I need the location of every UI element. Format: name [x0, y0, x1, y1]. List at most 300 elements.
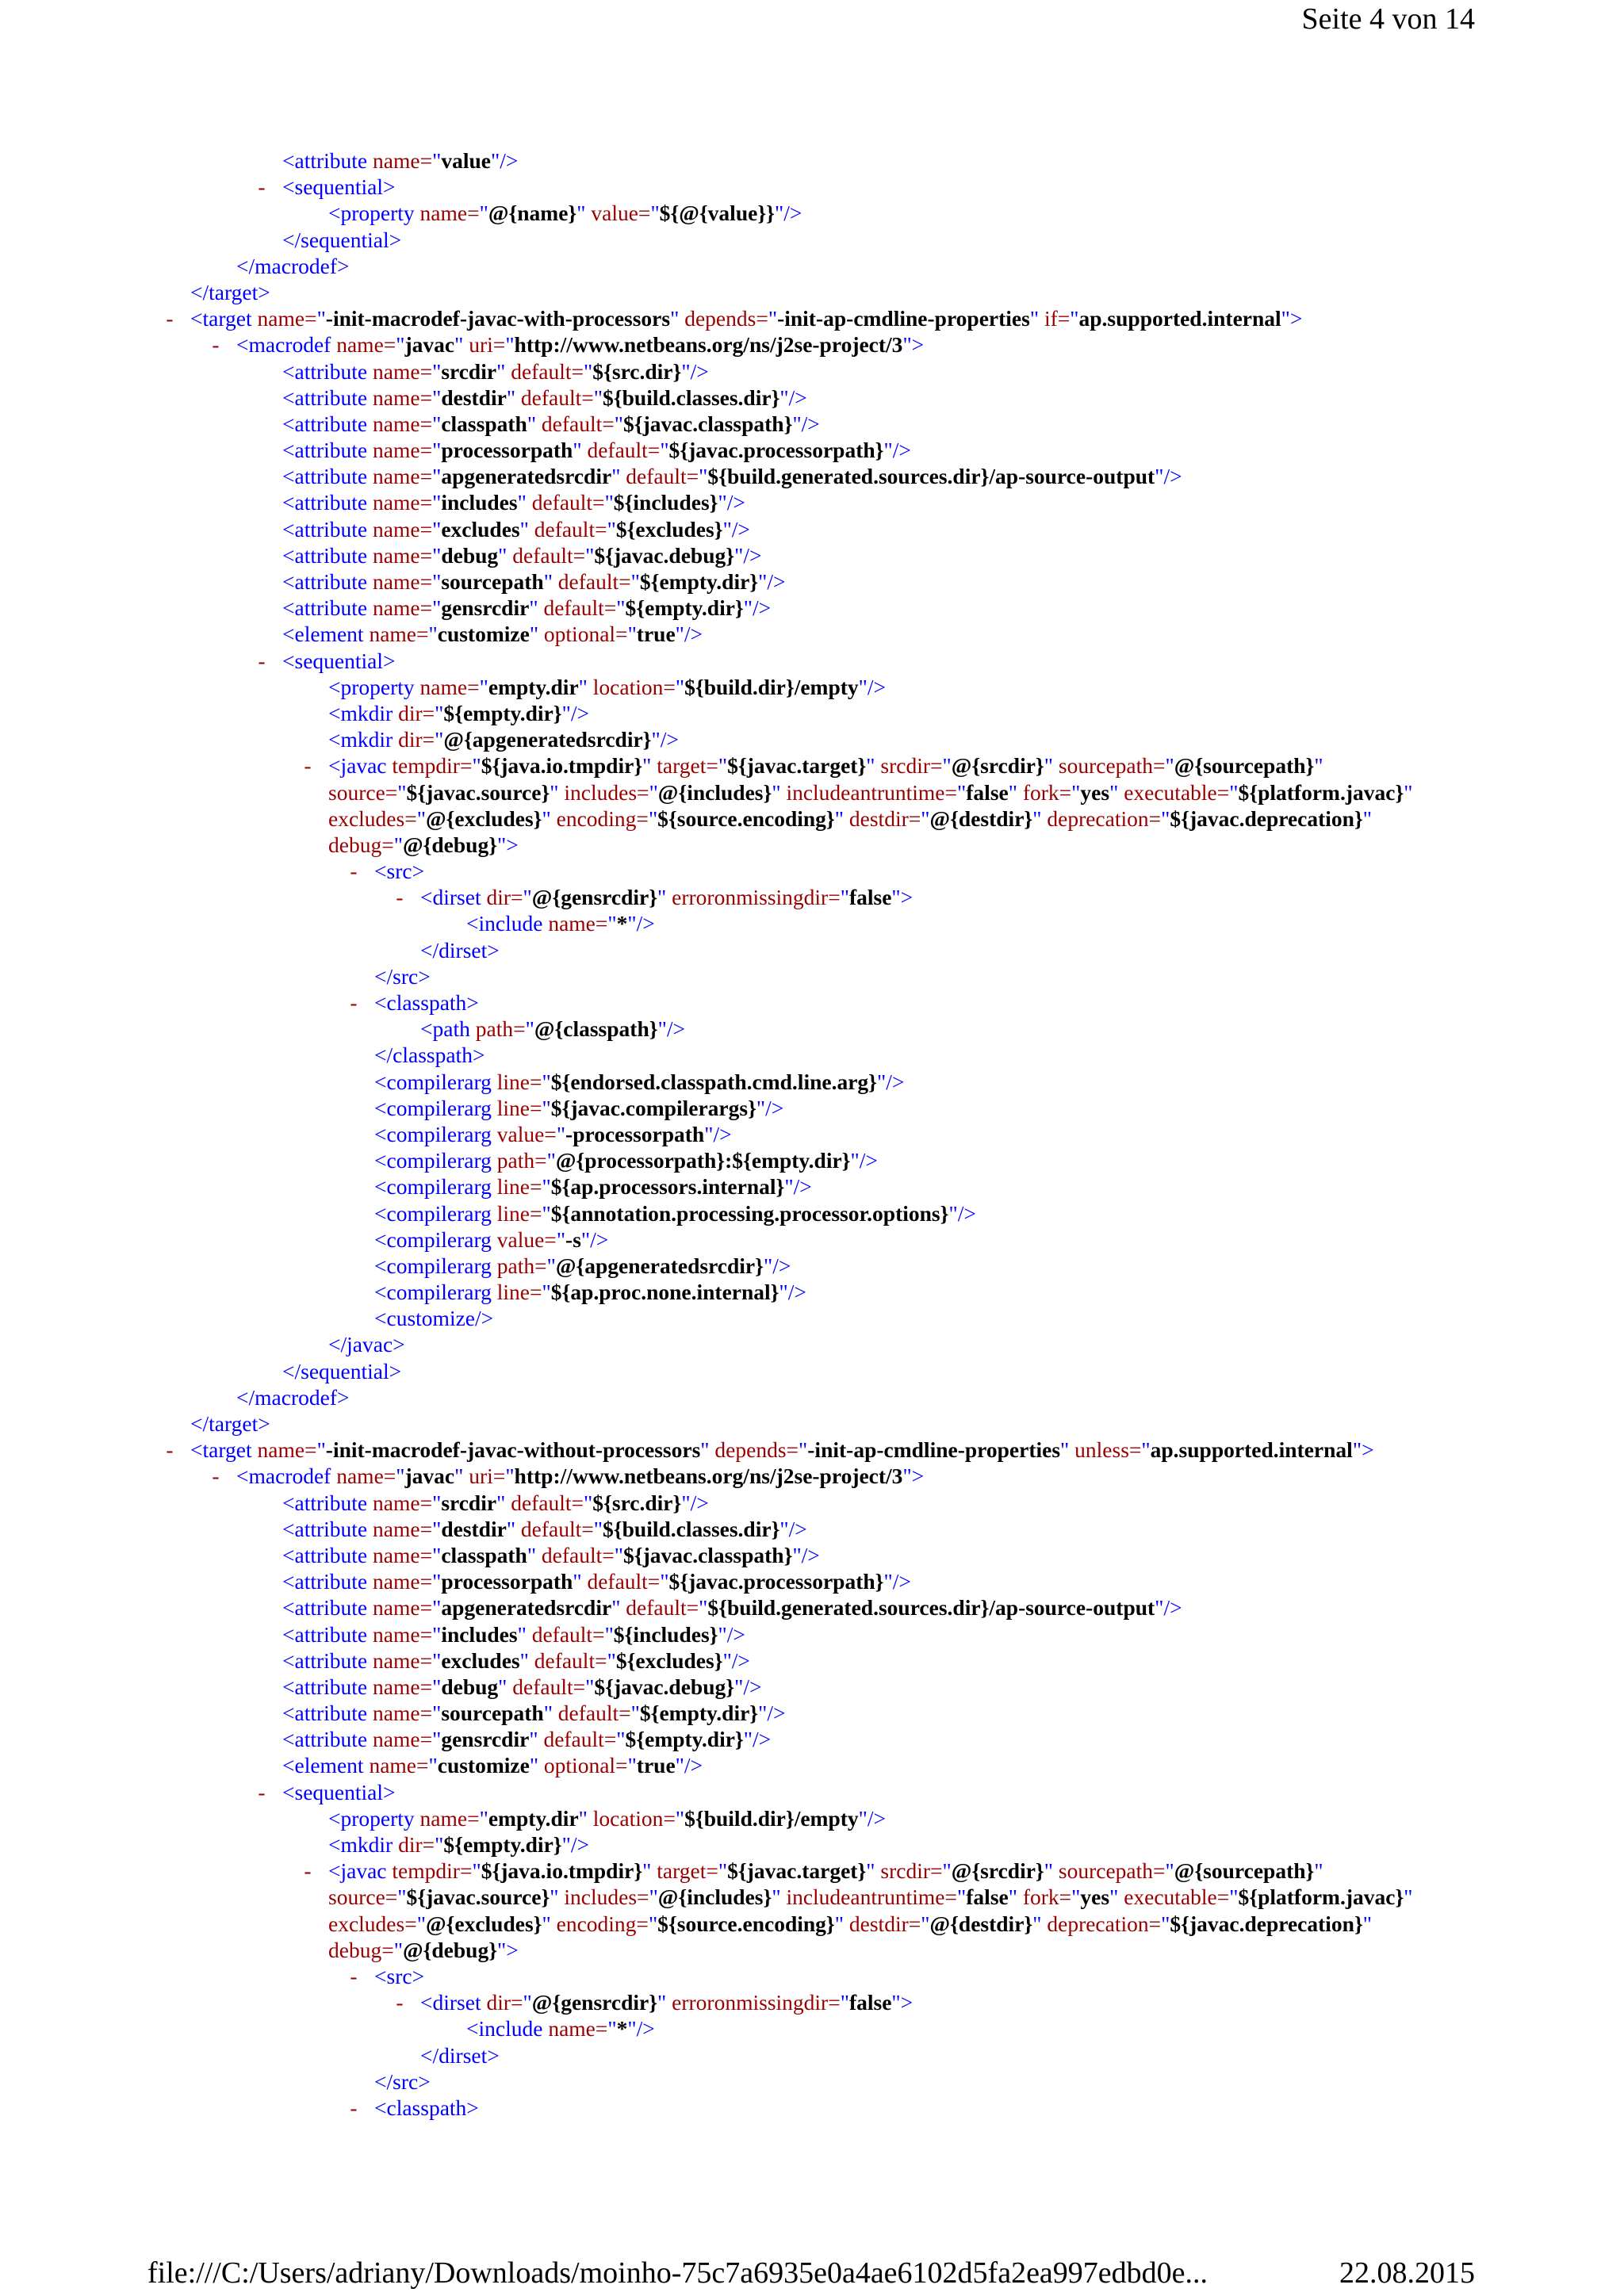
xml-token: </macrodef>	[236, 253, 350, 278]
xml-token: yes	[1080, 779, 1110, 805]
xml-token: javac	[404, 332, 455, 358]
xml-line-content	[420, 937, 500, 963]
xml-token: "	[529, 1753, 539, 1778]
xml-token: destdir=	[844, 1911, 921, 1936]
xml-line	[0, 752, 1624, 779]
collapse-toggle[interactable]: -	[350, 1963, 358, 1988]
xml-token: value=	[496, 1121, 557, 1146]
xml-token: processorpath	[441, 1569, 573, 1594]
xml-token: "	[834, 806, 845, 831]
xml-token: excludes	[441, 1647, 520, 1673]
xml-token: "	[607, 911, 617, 936]
xml-line	[0, 568, 1624, 595]
xml-token: "	[523, 885, 532, 910]
xml-line-content	[420, 884, 913, 910]
xml-token: <src>	[374, 1963, 425, 1988]
xml-token: />	[590, 1226, 609, 1252]
collapse-toggle[interactable]: -	[304, 1858, 312, 1884]
xml-token: />	[690, 358, 709, 384]
xml-token: @{srcdir}	[951, 1858, 1044, 1884]
xml-token: "	[432, 438, 442, 463]
xml-line	[0, 385, 1624, 411]
xml-token: value=	[496, 1226, 557, 1252]
xml-token: "	[498, 542, 508, 568]
xml-line-content	[190, 1410, 270, 1437]
xml-token: "	[718, 753, 728, 779]
xml-token: erroronmissingdir=	[666, 1990, 841, 2015]
xml-token: </src>	[374, 2068, 431, 2094]
xml-line	[0, 884, 1624, 910]
xml-token: "	[651, 727, 661, 752]
xml-token: ${java.io.tmpdir}	[481, 753, 643, 779]
xml-token: name=	[369, 1753, 429, 1778]
xml-line-content	[374, 1200, 976, 1226]
xml-token: -processorpath	[565, 1121, 705, 1146]
xml-token: ${javac.target}	[727, 1858, 867, 1884]
xml-token: -init-macrodef-javac-with-processors	[325, 306, 671, 331]
xml-token: "	[840, 1990, 849, 2015]
xml-token: <include	[466, 2016, 549, 2042]
xml-line-content	[328, 700, 589, 726]
xml-token: "	[734, 1674, 744, 1699]
xml-token: ${build.dir}/empty	[684, 674, 859, 699]
xml-token: default=	[552, 569, 631, 594]
collapse-toggle[interactable]: -	[212, 332, 220, 358]
xml-token: "	[432, 1701, 442, 1726]
xml-token: <compilerarg	[374, 1121, 497, 1146]
xml-token: empty.dir	[488, 1805, 579, 1831]
xml-token: name=	[373, 148, 433, 173]
xml-token: optional=	[538, 1753, 628, 1778]
xml-token: "	[585, 542, 595, 568]
xml-token: "	[517, 1621, 527, 1647]
xml-line	[0, 1911, 1624, 1937]
xml-line-content	[236, 331, 924, 358]
xml-token: default=	[505, 1490, 584, 1515]
xml-line	[0, 331, 1624, 358]
xml-token: *	[616, 911, 628, 936]
xml-line-content	[282, 1752, 703, 1778]
xml-token: "	[1071, 1885, 1081, 1910]
xml-line	[0, 1042, 1624, 1068]
xml-line	[0, 1358, 1624, 1384]
xml-line-content	[190, 305, 1302, 331]
xml-token: line=	[496, 1280, 542, 1305]
xml-token: <attribute	[282, 385, 373, 410]
xml-line	[0, 358, 1624, 385]
page-footer-url: file:///C:/Users/adriany/Downloads/moinho-75c7a6935e0a4ae6102d5fa2ea997edbd0e...	[147, 2256, 1208, 2290]
xml-token: </macrodef>	[236, 1384, 350, 1410]
xml-token: deprecation=	[1041, 1911, 1162, 1936]
xml-token: "	[657, 1016, 667, 1042]
xml-token: />	[570, 1832, 590, 1857]
xml-token: "	[642, 1858, 652, 1884]
xml-token: "	[472, 753, 481, 779]
collapse-toggle[interactable]: -	[258, 648, 266, 673]
xml-line-content	[282, 1779, 396, 1805]
xml-token: <attribute	[282, 1490, 373, 1515]
xml-line-content	[374, 1069, 904, 1095]
xml-token: <attribute	[282, 490, 373, 515]
xml-line-content	[282, 1726, 771, 1752]
xml-token: "	[542, 1911, 551, 1936]
xml-token: name=	[373, 385, 433, 410]
xml-token: ${empty.dir}	[443, 700, 562, 725]
xml-token: "	[428, 622, 438, 647]
xml-token: />	[772, 1253, 791, 1278]
xml-token: @{excludes}	[425, 1911, 542, 1936]
collapse-toggle[interactable]: -	[396, 885, 404, 910]
xml-line-content	[328, 1331, 405, 1357]
xml-token: "	[432, 1674, 442, 1699]
xml-token: />	[886, 1069, 905, 1094]
xml-token: <customize/>	[374, 1306, 494, 1331]
xml-token: "	[432, 148, 442, 173]
xml-token: "	[840, 885, 849, 910]
xml-token: "	[660, 1569, 669, 1594]
xml-token: "	[1362, 1911, 1373, 1936]
xml-token: dir=	[398, 727, 435, 752]
xml-line-content	[328, 1937, 519, 1963]
xml-token: "	[432, 516, 442, 541]
xml-token: "	[627, 1753, 637, 1778]
xml-token: </sequential>	[282, 227, 402, 252]
xml-token: "	[432, 1647, 442, 1673]
xml-token: />	[500, 148, 519, 173]
xml-token: >	[911, 1464, 925, 1489]
xml-token: @{classpath}	[534, 1016, 658, 1042]
xml-token: <attribute	[282, 1647, 373, 1673]
xml-token: "	[428, 1753, 438, 1778]
xml-token: <attribute	[282, 1727, 373, 1752]
xml-token: name=	[373, 1727, 433, 1752]
xml-token: <mkdir	[328, 727, 399, 752]
xml-token: @{apgeneratedsrcdir}	[443, 727, 652, 752]
xml-token: />	[743, 1674, 762, 1699]
xml-token: ${build.generated.sources.dir}/ap-source-output	[707, 1595, 1155, 1621]
xml-token: @{includes}	[657, 779, 772, 805]
xml-token: "	[957, 1885, 967, 1910]
xml-token: default=	[515, 1516, 594, 1541]
xml-line-content	[374, 1095, 783, 1121]
xml-token: name=	[257, 1437, 317, 1463]
xml-token: <sequential>	[282, 648, 396, 673]
xml-token: location=	[587, 1805, 676, 1831]
xml-line-content	[282, 1358, 401, 1384]
xml-token: "	[1314, 753, 1323, 779]
xml-token: default=	[620, 464, 699, 489]
xml-token: "	[1314, 1858, 1323, 1884]
xml-token: <compilerarg	[374, 1226, 497, 1252]
xml-line	[0, 200, 1624, 226]
xml-line	[0, 1200, 1624, 1226]
xml-token: ${empty.dir}	[625, 595, 744, 621]
xml-line	[0, 1331, 1624, 1357]
xml-token: includes	[441, 490, 518, 515]
xml-token: "	[1362, 806, 1373, 831]
collapse-toggle[interactable]: -	[166, 306, 174, 331]
xml-token: empty.dir	[488, 674, 579, 699]
xml-line	[0, 1410, 1624, 1437]
xml-token: includeantruntime=	[780, 779, 958, 805]
xml-token: "	[432, 385, 442, 410]
xml-token: "	[758, 569, 768, 594]
xml-token: "	[775, 201, 784, 226]
xml-token: "	[432, 1727, 442, 1752]
xml-token: "	[416, 1911, 426, 1936]
xml-token: ${empty.dir}	[625, 1727, 744, 1752]
xml-line	[0, 1805, 1624, 1831]
xml-token: "	[675, 1753, 684, 1778]
xml-token: ${javac.deprecation}	[1170, 806, 1363, 831]
xml-token: "	[316, 1437, 326, 1463]
xml-token: "	[542, 806, 551, 831]
xml-line	[0, 595, 1624, 621]
xml-line	[0, 227, 1624, 253]
xml-token: "	[585, 1674, 595, 1699]
xml-token: "	[883, 1569, 893, 1594]
xml-token: ${javac.source}	[406, 1885, 550, 1910]
xml-token: classpath	[441, 1542, 527, 1567]
xml-token: "	[432, 1542, 442, 1567]
xml-token: "	[542, 1095, 551, 1120]
xml-line-content	[374, 1042, 485, 1068]
xml-token: "	[650, 201, 660, 226]
xml-token: @{apgeneratedsrcdir}	[555, 1253, 764, 1278]
xml-line-content	[328, 1805, 886, 1831]
xml-token: name=	[548, 2016, 608, 2042]
xml-token: ${annotation.processing.processor.options}	[550, 1200, 949, 1226]
xml-line-content	[374, 2068, 431, 2095]
xml-token: @{processorpath}:${empty.dir}	[555, 1148, 851, 1173]
collapse-toggle[interactable]: -	[396, 1990, 404, 2015]
xml-token: ${source.encoding}	[657, 1911, 835, 1936]
xml-token: false	[966, 779, 1009, 805]
xml-line-content	[328, 806, 1372, 832]
xml-token: tempdir=	[392, 753, 473, 779]
xml-token: default=	[507, 1674, 586, 1699]
xml-token: srcdir=	[875, 1858, 943, 1884]
xml-token: </target>	[190, 1411, 270, 1436]
xml-token: default=	[552, 1701, 631, 1726]
xml-token: />	[867, 674, 887, 699]
xml-token: <javac	[328, 1858, 393, 1884]
xml-token: ${javac.deprecation}	[1170, 1911, 1363, 1936]
xml-token: "	[649, 779, 658, 805]
xml-token: debug=	[328, 832, 394, 857]
xml-token: "	[525, 1016, 534, 1042]
xml-line-content	[328, 1884, 1413, 1910]
xml-line	[0, 1831, 1624, 1858]
xml-token: "	[573, 438, 582, 463]
xml-token: line=	[496, 1200, 542, 1226]
xml-line-content	[236, 1384, 349, 1410]
page-footer-date: 22.08.2015	[1339, 2256, 1475, 2290]
xml-token: <attribute	[282, 516, 373, 541]
xml-token: "	[604, 490, 614, 515]
xml-token: sourcepath=	[1053, 1858, 1166, 1884]
xml-line-content	[282, 174, 396, 200]
xml-token: @{includes}	[657, 1885, 772, 1910]
xml-line-content	[282, 1516, 807, 1542]
xml-token: "	[561, 700, 571, 725]
collapse-toggle[interactable]: -	[304, 753, 312, 779]
xml-token: <dirset	[420, 885, 487, 910]
xml-token: @{destdir}	[929, 1911, 1033, 1936]
xml-token: name=	[373, 490, 433, 515]
xml-token: value=	[585, 201, 651, 226]
xml-token: "	[432, 1490, 442, 1515]
xml-token: </classpath>	[374, 1043, 485, 1068]
xml-token: <attribute	[282, 358, 373, 384]
xml-token: "	[1161, 806, 1170, 831]
xml-token: />	[731, 516, 750, 541]
xml-line-content	[374, 989, 479, 1016]
xml-token: "	[1060, 1437, 1070, 1463]
xml-line-content	[420, 1016, 685, 1042]
xml-token: ${build.classes.dir}	[603, 1516, 780, 1541]
collapse-toggle[interactable]: -	[350, 859, 358, 884]
xml-token: name=	[373, 542, 433, 568]
xml-token: "	[1071, 779, 1081, 805]
xml-token: optional=	[538, 622, 628, 647]
xml-token: path=	[475, 1016, 526, 1042]
xml-token: "	[517, 490, 527, 515]
xml-line	[0, 1963, 1624, 1989]
collapse-toggle[interactable]: -	[350, 990, 358, 1015]
xml-token: name=	[373, 1516, 433, 1541]
xml-token: >	[1289, 306, 1303, 331]
xml-token: />	[767, 1701, 786, 1726]
xml-token: "	[763, 1253, 773, 1278]
xml-token: http://www.netbeans.org/ns/j2se-project/3	[514, 332, 903, 358]
xml-token: "	[497, 1937, 507, 1962]
xml-token: name=	[369, 622, 429, 647]
xml-token: name=	[373, 1621, 433, 1647]
xml-token: default=	[528, 516, 607, 541]
xml-token: ${includes}	[613, 1621, 718, 1647]
xml-token: "	[435, 700, 444, 725]
xml-token: />	[666, 1016, 685, 1042]
xml-token: "	[772, 779, 781, 805]
xml-token: sourcepath	[441, 569, 544, 594]
xml-token: "	[722, 1647, 732, 1673]
xml-token: "	[576, 201, 586, 226]
xml-line	[0, 674, 1624, 700]
xml-line	[0, 989, 1624, 1016]
xml-token: "	[858, 1805, 868, 1831]
xml-token: <sequential>	[282, 1779, 396, 1804]
xml-token: "	[718, 1621, 727, 1647]
xml-token: "	[957, 779, 967, 805]
xml-line-content	[328, 674, 886, 700]
xml-line-content	[374, 1226, 608, 1253]
xml-line-content	[282, 648, 396, 674]
xml-line	[0, 516, 1624, 542]
xml-token: name=	[373, 1647, 433, 1673]
xml-line	[0, 1437, 1624, 1463]
xml-token: />	[957, 1200, 976, 1226]
xml-token: ap.supported.internal	[1150, 1437, 1353, 1463]
xml-token: "	[756, 1095, 766, 1120]
xml-token: <compilerarg	[374, 1280, 497, 1305]
xml-token: includes=	[558, 779, 649, 805]
xml-token: <attribute	[282, 1701, 373, 1726]
collapse-toggle[interactable]: -	[212, 1464, 220, 1489]
xml-token: />	[753, 1727, 772, 1752]
collapse-toggle[interactable]: -	[258, 174, 266, 200]
xml-line-content	[282, 385, 807, 411]
xml-line-content	[282, 516, 750, 542]
xml-token: "	[529, 1727, 538, 1752]
xml-token: encoding=	[550, 806, 649, 831]
xml-token: "	[1404, 779, 1413, 805]
xml-line-content	[282, 1674, 762, 1700]
xml-line-content	[328, 1858, 1323, 1884]
xml-line-content	[374, 963, 431, 989]
xml-token: <compilerarg	[374, 1095, 497, 1120]
xml-token: ${@{value}}	[659, 201, 775, 226]
xml-line	[0, 542, 1624, 568]
xml-token: "	[648, 1911, 658, 1936]
collapse-toggle[interactable]: -	[350, 2095, 358, 2120]
xml-token: />	[660, 727, 679, 752]
xml-token: "	[432, 1595, 442, 1621]
collapse-toggle[interactable]: -	[166, 1437, 174, 1463]
xml-line-content	[282, 542, 762, 568]
page-number-header: Seite 4 von 14	[1301, 2, 1475, 36]
xml-line	[0, 1516, 1624, 1542]
xml-line-content	[282, 411, 820, 437]
xml-token: "	[718, 1858, 728, 1884]
xml-token: "	[472, 1858, 481, 1884]
xml-token: "	[454, 1464, 464, 1489]
xml-token: default=	[505, 358, 584, 384]
xml-token: "	[1229, 1885, 1239, 1910]
xml-token: default=	[536, 1542, 615, 1567]
xml-token: "	[1070, 306, 1079, 331]
xml-line	[0, 437, 1624, 463]
xml-token: path=	[496, 1253, 547, 1278]
xml-token: "	[699, 464, 708, 489]
xml-line	[0, 1069, 1624, 1095]
xml-token: </dirset>	[420, 937, 500, 962]
xml-token: ${javac.compilerargs}	[550, 1095, 756, 1120]
xml-token: "	[542, 1174, 551, 1200]
xml-token: source=	[328, 1885, 398, 1910]
xml-token: <property	[328, 674, 420, 699]
xml-token: ${javac.target}	[727, 753, 867, 779]
xml-line-content	[282, 463, 1182, 489]
collapse-toggle[interactable]: -	[258, 1779, 266, 1804]
xml-token: "	[432, 1569, 442, 1594]
xml-token: target=	[651, 1858, 718, 1884]
xml-line	[0, 726, 1624, 752]
xml-token: name=	[336, 332, 396, 358]
xml-token: name=	[373, 1701, 433, 1726]
xml-token: srcdir	[441, 358, 497, 384]
xml-token: />	[787, 1280, 806, 1305]
xml-token: ${platform.javac}	[1238, 1885, 1404, 1910]
xml-token: ${empty.dir}	[639, 1701, 759, 1726]
xml-token: "	[432, 1621, 442, 1647]
xml-line	[0, 1095, 1624, 1121]
xml-token: apgeneratedsrcdir	[441, 464, 612, 489]
xml-token: "	[921, 1911, 930, 1936]
xml-token: "	[546, 1253, 556, 1278]
xml-token: erroronmissingdir=	[666, 885, 841, 910]
xml-token: dir=	[486, 885, 523, 910]
